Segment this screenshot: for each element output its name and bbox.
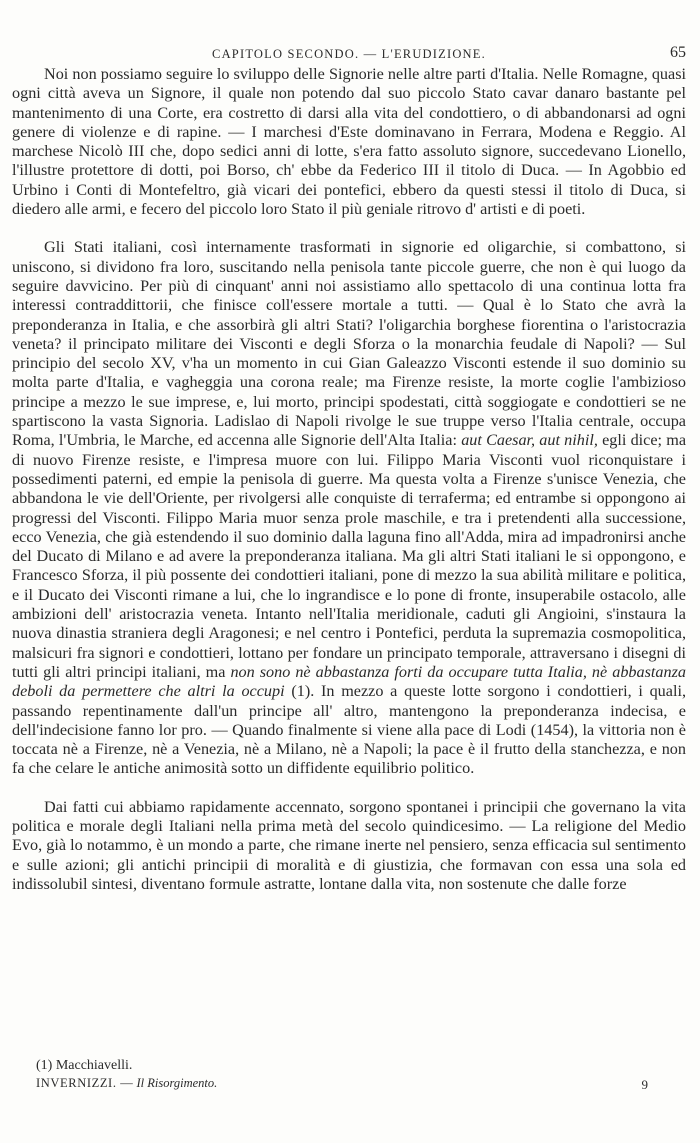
signature-mark: 9 bbox=[641, 1077, 648, 1092]
italic-quote: non sono nè abbastanza forti da occupare tutta Italia, nè abbastanza deboli da permettere che altri la occupi bbox=[12, 662, 686, 701]
body-text bbox=[12, 65, 686, 894]
page-footer bbox=[36, 1076, 648, 1094]
page-number: 65 bbox=[670, 44, 686, 61]
text-run: Dai fatti cui abbiamo rapidamente accennato, sorgono spontanei i principii che governano la vita politica e morale degli Italiani nella prima metà del secolo quindicesimo. — La religione del Medio Evo, già lo notammo, è un mondo a parte, che rimane inerte nel pensiero, senza efficacia sul sentimento e sulle azioni; gli antichi principii di moralità e di giustizia, che formavan con essa una sola ed indissolubil sintesi, diventano formule astratte, lontane dalla vita, non sostenute che dalle forze bbox=[12, 797, 686, 893]
text-run: Noi non possiamo seguire lo sviluppo delle Signorie nelle altre parti d'Italia. Nelle Romagne, quasi ogni città aveva un Signore, il quale non potendo dal suo piccolo Stato cavar danaro bastante pel mantenimento di una Corte, era costretto di darsi alla vita del condottiero, o di abbandonarsi ad ogni genere di violenze e di rapine. — I marchesi d'Este dominavano in Ferrara, Modena e Reggio. Al marchese Nicolò III che, dopo sedici anni di lotte, s'era fatto assoluto signore, succedevano Lionello, l'illustre protettore di dotti, poi Borso, ch' ebbe da Federico III il titolo di Duca. — In Agobbio ed Urbino i Conti di Montefeltro, già vicari dei pontefici, ebbero da questi stessi il titolo di Duca, si diedero alle armi, e fecero del piccolo loro Stato il più geniale ritrovo d' artisti e di poeti. bbox=[12, 65, 686, 219]
page-header bbox=[12, 44, 686, 64]
book-page bbox=[12, 0, 686, 1143]
text-run: (1). In mezzo a queste lotte sorgono i condottieri, i quali, passando repentinamente dall'un principe all' altro, mantengono la preponderanza indecisa, e dell'indecisione fanno lor pro. — Quando finalmente si viene alla pace di Lodi (1454), la vittoria non è toccata nè a Firenze, nè a Venezia, nè a Milano, nè a Napoli; la pace è il frutto della stanchezza, e non fa che celare le antiche animosità sotto un diffidente equilibrio politico. bbox=[12, 682, 686, 778]
footnote: (1) Macchiavelli. bbox=[36, 1058, 133, 1073]
paragraph bbox=[12, 798, 686, 894]
text-run: Gli Stati italiani, così internamente trasformati in signorie ed oligarchie, si combattono, si uniscono, si dividono fra loro, suscitando nella penisola tante piccole guerre, che non è qui luogo da seguire davvicino. Per più di cinquant' anni noi assistiamo allo spettacolo di una continua lotta fra interessi contraddittorii, che finisce coll'essere mortale a tutti. — Qual è lo Stato che avrà la preponderanza in Italia, e che assorbirà gli altri Stati? l'oligarchia borghese fiorentina o l'aristocrazia veneta? il principato militare dei Visconti e degli Sforza o la monarchia feudale di Napoli? — Sul principio del secolo XV, v'ha un momento in cui Gian Galeazzo Visconti estende il suo dominio su molta parte d'Italia, e vagheggia una corona reale; ma Firenze resiste, la morte coglie l'ambizioso principe a mezzo le sue imprese, e, lui morto, principi spodestati, città soggiogate e condottieri se ne spartiscono la vasta Signoria. Ladislao di Napoli rivolge le sue truppe verso l'Italia centrale, occupa Roma, l'Umbria, le Marche, ed accenna alle Signorie dell'Alta Italia: bbox=[12, 238, 686, 450]
running-title: CAPITOLO SECONDO. — L'ERUDIZIONE. bbox=[212, 47, 486, 61]
paragraph bbox=[12, 65, 686, 219]
italic-quote: aut Caesar, aut nihil, bbox=[461, 431, 598, 450]
footer-author: INVERNIZZI. — bbox=[36, 1076, 134, 1090]
paragraph bbox=[12, 238, 686, 778]
text-run: egli dice; ma di nuovo Firenze resiste, e l'impresa muore con lui. Filippo Maria Visconti vuol riconquistare i possedimenti paterni, ed empie la penisola di guerre. Ma questa volta a Firenze s'unisce Venezia, che abbandona le vie dell'Oriente, per rivolgersi alle conquiste di terraferma; ed entrambe si oppongono ai progressi del Visconti. Filippo Maria muor senza prole maschile, e tra i pretendenti alla successione, ecco Venezia, che già estendendo il suo dominio dalla laguna fino all'Adda, mira ad impadronirsi anche del Ducato di Milano e ad avere la preponderanza italiana. Ma gli altri Stati italiani le si oppongono, e Francesco Sforza, il più possente dei condottieri italiani, pone di mezzo la sua abilità militare e politica, e il Ducato dei Visconti rimane a lui, che lo ingrandisce e lo pone di fronte, insuperabile ostacolo, alle ambizioni dell' aristocrazia veneta. Intanto nell'Italia meridionale, caduti gli Angioini, s'instaura la nuova dinastia straniera degli Aragonesi; e nel centro i Pontefici, perduta la supremazia cosmopolitica, malsicuri fra signori e condottieri, lottano per fondare un principato temporale, attraversano i disegni di tutti gli altri principi italiani, ma bbox=[12, 431, 687, 681]
footer-book-title: Il Risorgimento. bbox=[136, 1076, 218, 1090]
